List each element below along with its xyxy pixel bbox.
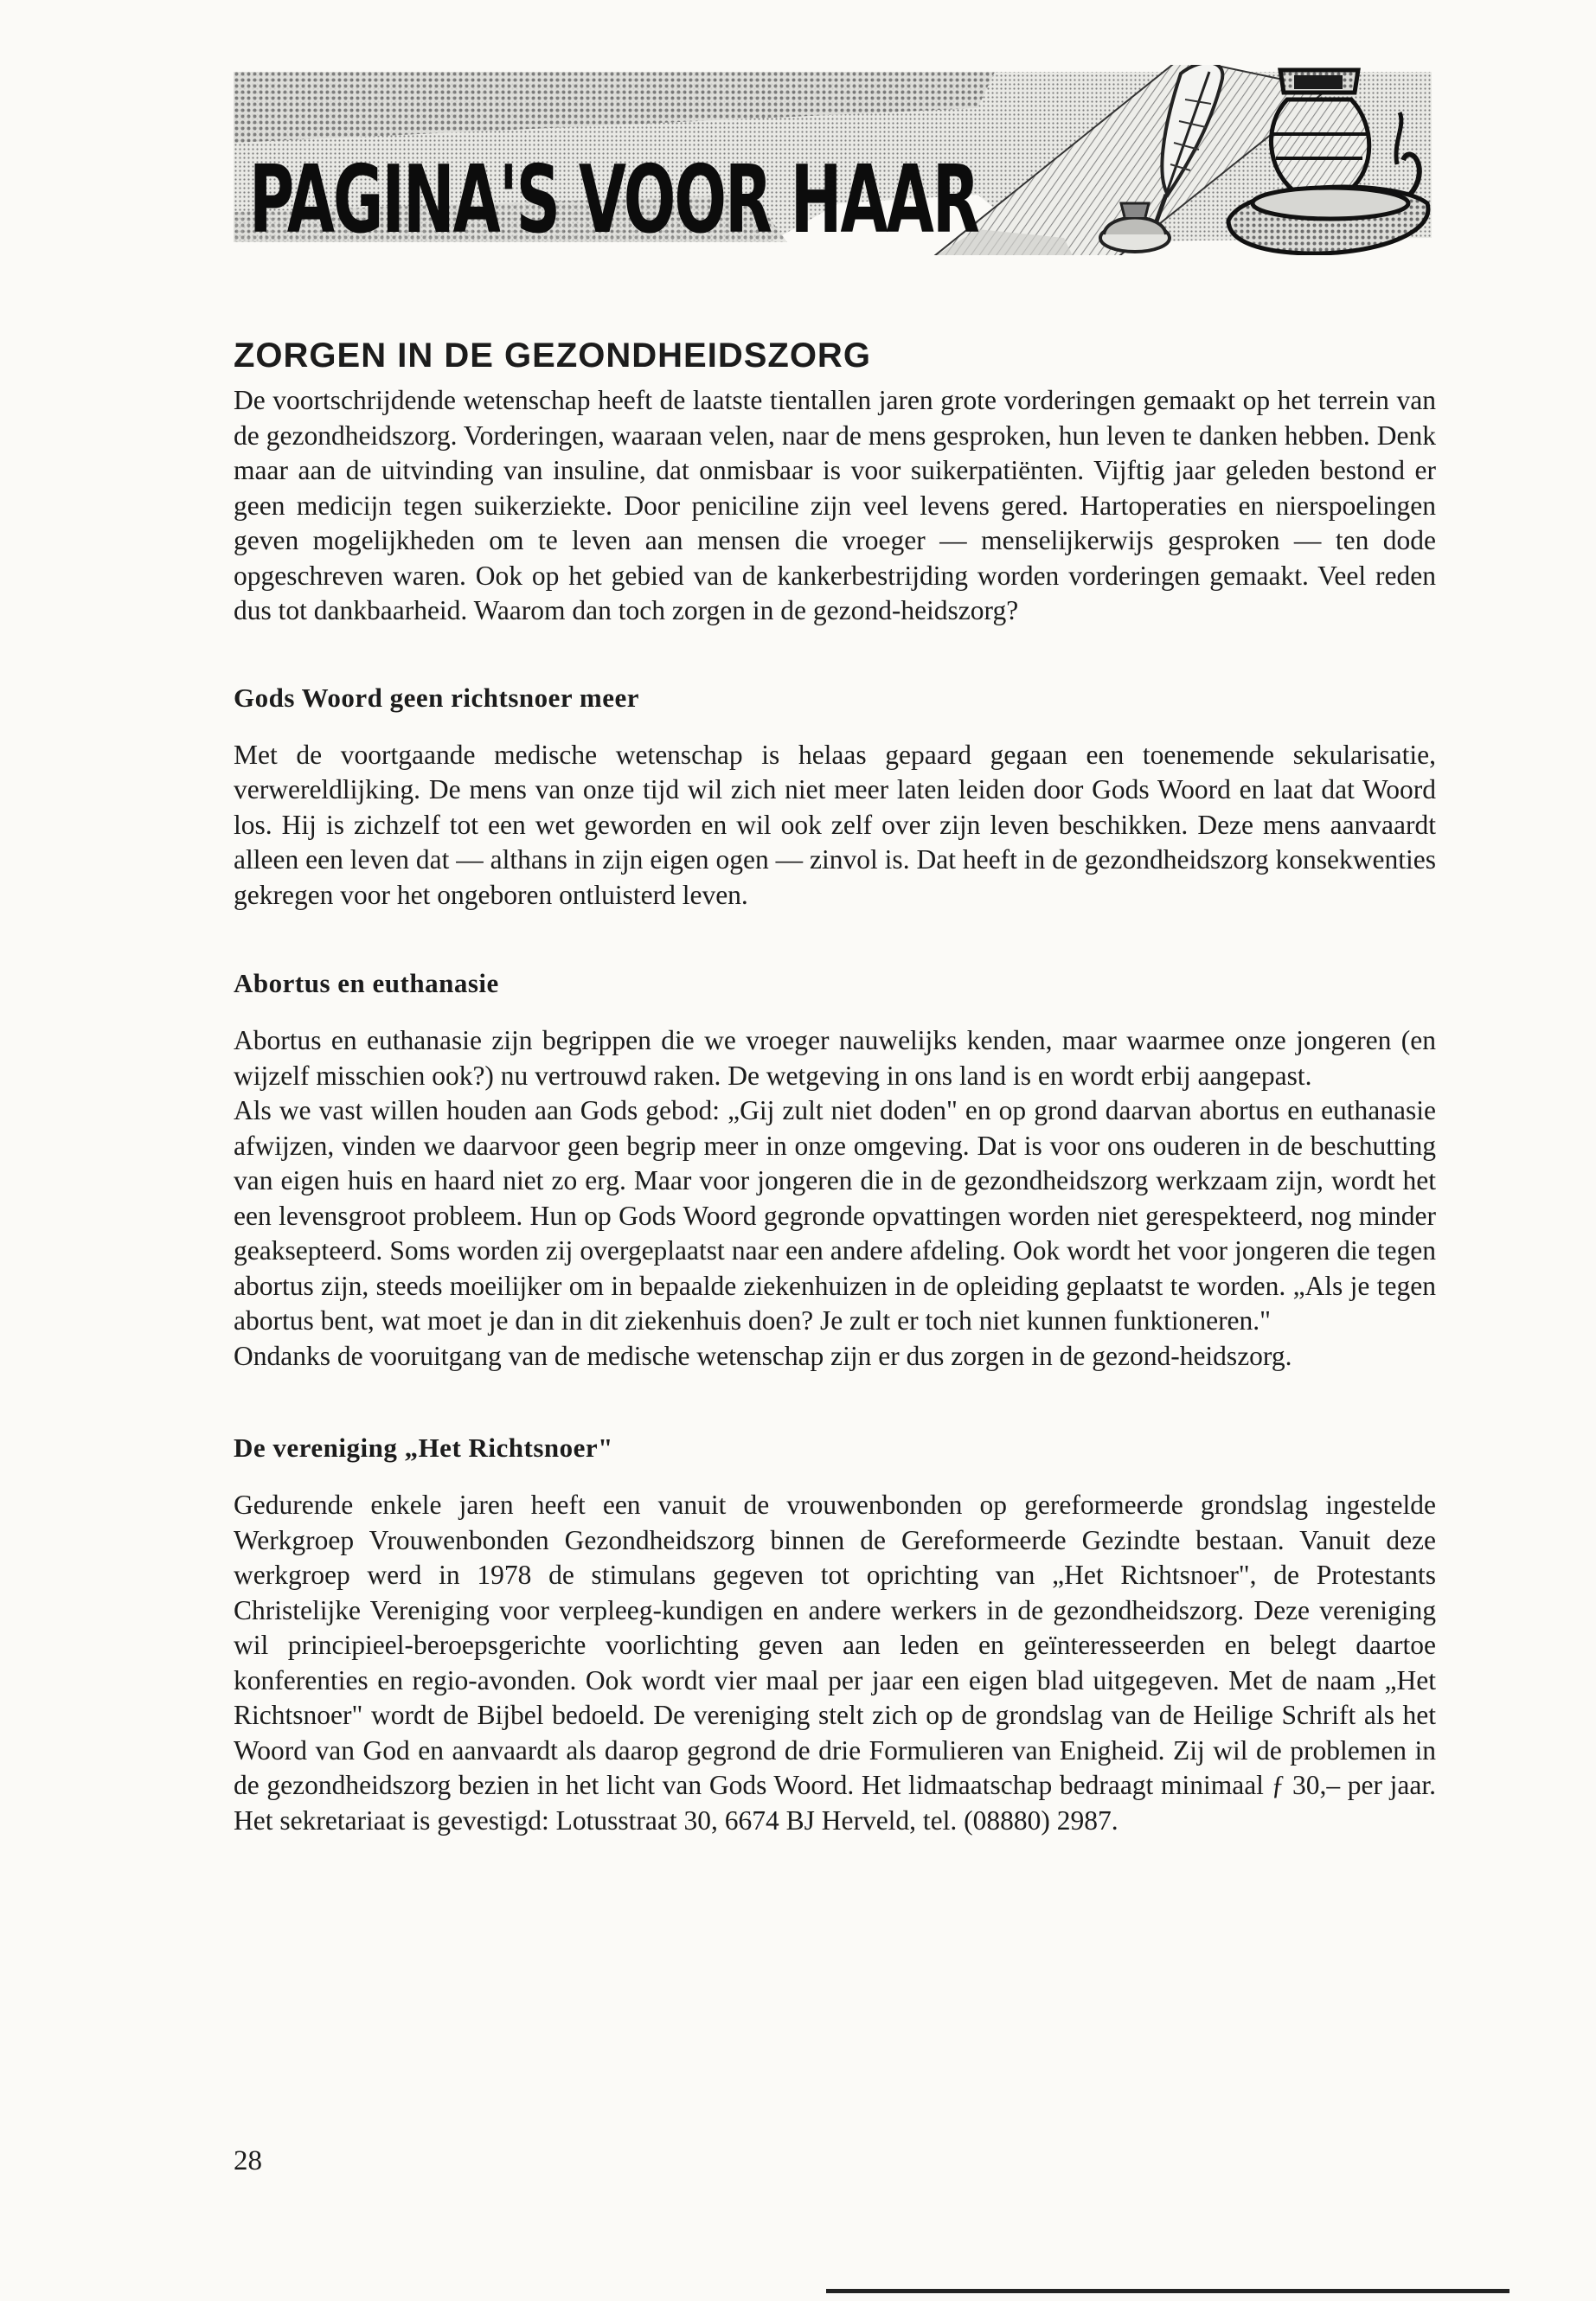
section-heading: Abortus en euthanasie [234,968,499,998]
header-banner [234,65,1432,255]
section-paragraph: Gedurende enkele jaren heeft een vanuit de vrouwenbonden op gereformeerde grondslag ingestelde Werkgroep Vrouwenbonden Gezondheidszorg binnen de Gereformeerde Gezindte bestaan. Vanuit deze werkgroep werd in 1978 de stimulans gegeven tot oprichting van „Het Richtsnoer", de Protestants Christelijke Vereniging voor verpleeg-kundigen en andere werkers in de gezondheidszorg. Deze vereniging wil principieel-beroepsgerichte voorlichting geven aan leden en geïnteresseerden en belegt daartoe konferenties en regio-avonden. Ook wordt vier maal per jaar een eigen blad uitgegeven. Met de naam „Het Richtsnoer" wordt de Bijbel bedoeld. De vereniging stelt zich op de grondslag van de Heilige Schrift als het Woord van God en aanvaardt als daarop gegrond de drie Formulieren van Enigheid. Zij wil de problemen in de gezondheidszorg bezien in het licht van Gods Woord. Het lidmaatschap bedraagt minimaal ƒ 30,– per jaar. Het sekretariaat is gevestigd: Lotusstraat 30, 6674 BJ Herveld, tel. (08880) 2987. [234,1490,1437,1836]
article-title: ZORGEN IN DE GEZONDHEIDSZORG [234,336,871,375]
section-gods-woord [234,681,1436,913]
section-paragraph: Abortus en euthanasie zijn begrippen die we vroeger nauwelijks kenden, maar waarmee onze jongeren (en wijzelf misschien ook?) nu vertrouwd raken. De wetgeving in ons land is en wordt erbij aangepast. Als we vast willen houden aan Gods gebod: „Gij zult niet doden" en op grond daarvan abortus en euthanasie afwijzen, vinden we daarvoor geen begrip meer in onze omgeving. Dat is voor ons ouderen in de beschutting van eigen huis en haard niet zo erg. Maar voor jongeren die in de gezondheidszorg werkzaam zijn, wordt het een levensgroot probleem. Hun op Gods Woord gegronde opvattingen worden niet gerespekteerd, nog minder geaksepteerd. Soms worden zij overgeplaatst naar een andere afdeling. Ook wordt het voor jongeren die tegen abortus zijn, steeds moeilijker om in bepaalde ziekenhuizen in de opleiding geplaatst te worden. „Als je tegen abortus bent, wat moet je dan in dit ziekenhuis doen? Je zult er toch niet kunnen funktioneren." Ondanks de vooruitgang van de medische wetenschap zijn er dus zorgen in de gezond-heidszorg. [234,1025,1437,1371]
section-heading: Gods Woord geen richtsnoer meer [234,682,639,713]
section-heading: De vereniging „Het Richtsnoer" [234,1433,613,1463]
article [234,333,1436,1838]
banner-title: PAGINA'S VOOR HAAR [249,146,978,254]
section-paragraph: Met de voortgaande medische wetenschap is helaas gepaard gegaan een toenemende sekularisatie, verwereldlijking. De mens van onze tijd wil zich niet meer laten leiden door Gods Woord en laat dat Woord los. Hij is zichzelf tot een wet geworden en wil ook zelf over zijn leven beschikken. Deze mens aanvaardt alleen een leven dat — althans in zijn eigen ogen — zinvol is. Dat heeft in de gezondheidszorg konsekwenties gekregen voor het ongeboren ontluisterd leven. [234,739,1437,910]
section-richtsnoer [234,1431,1436,1838]
page-number: 28 [234,2145,262,2176]
intro-paragraph: De voortschrijdende wetenschap heeft de laatste tientallen jaren grote vorderingen gemaakt op het terrein van de gezondheidszorg. Vorderingen, waaraan velen, naar de mens gesproken, hun leven te danken hebben. Denk maar aan de uitvinding van insuline, dat onmisbaar is voor suikerpatiënten. Vijftig jaar geleden bestond er geen medicijn tegen suikerziekte. Door peniciline zijn veel levens gered. Hartoperaties en nierspoelingen geven mogelijkheden om te leven aan mensen die vroeger — menselijkerwijs gesproken — ten dode opgeschreven waren. Ook op het gebied van de kankerbestrijding worden vorderingen gemaakt. Veel reden dus tot dankbaarheid. Waarom dan toch zorgen in de gezond-heidszorg? [234,385,1436,625]
bottom-rule [826,2289,1509,2293]
section-abortus [234,966,1436,1374]
